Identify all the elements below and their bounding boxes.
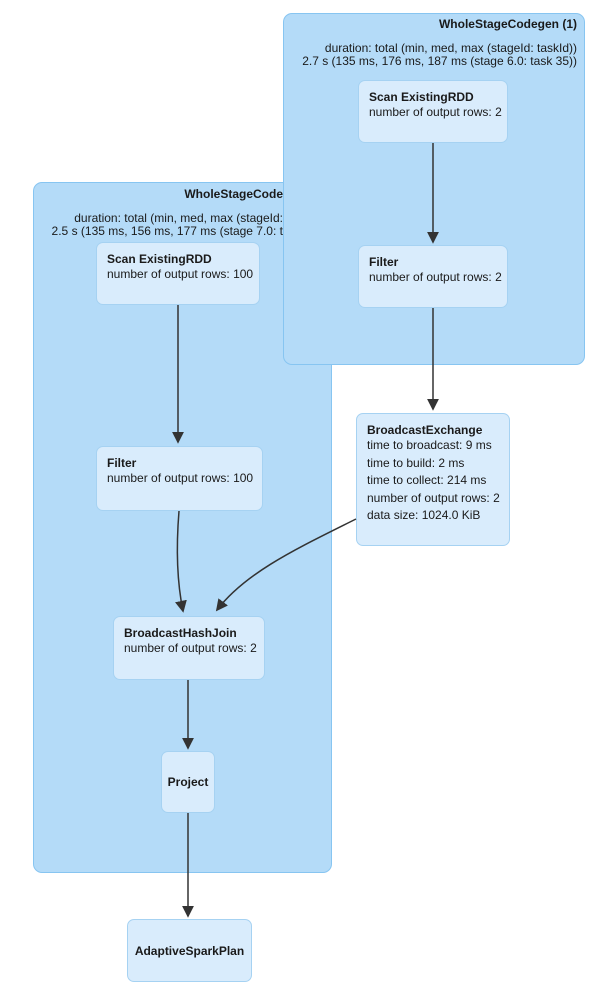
node-metric: time to collect: 214 ms xyxy=(367,473,487,487)
node-filter-2[interactable] xyxy=(96,446,263,511)
cluster-right-label xyxy=(293,17,577,68)
node-title: Filter xyxy=(369,255,399,269)
cluster-left-label xyxy=(33,187,283,238)
node-metric: number of output rows: 2 xyxy=(124,641,257,655)
node-metric: number of output rows: 2 xyxy=(367,490,500,505)
node-scan-existingrdd-2[interactable] xyxy=(96,242,260,305)
cluster-right-duration-line1: duration: total (min, med, max (stageId: taskId)) xyxy=(324,41,577,55)
node-filter-1[interactable] xyxy=(358,245,508,308)
node-title: AdaptiveSparkPlan xyxy=(134,943,245,958)
node-metric: number of output rows: 100 xyxy=(107,267,254,281)
node-title: Filter xyxy=(107,456,137,470)
node-title: BroadcastHashJoin xyxy=(124,626,237,640)
node-adaptive-spark-plan[interactable] xyxy=(127,919,252,982)
node-title: BroadcastExchange xyxy=(367,423,483,437)
node-title: Scan ExistingRDD xyxy=(107,252,212,266)
node-broadcast-exchange[interactable] xyxy=(356,413,510,546)
cluster-right-title: WholeStageCodegen (1) xyxy=(438,17,577,31)
cluster-left-duration-line1: duration: total (min, med, max (stageId: xyxy=(74,211,283,225)
node-scan-existingrdd-1[interactable] xyxy=(358,80,508,143)
node-title: Project xyxy=(167,775,209,789)
node-metric: data size: 1024.0 KiB xyxy=(367,508,481,522)
node-broadcast-hash-join[interactable] xyxy=(113,616,265,680)
cluster-left-title: WholeStageCode xyxy=(184,187,283,201)
node-title: Scan ExistingRDD xyxy=(369,90,474,104)
node-metric: time to broadcast: 9 ms xyxy=(367,438,492,452)
node-metric: time to build: 2 ms xyxy=(367,455,465,470)
node-metric: number of output rows: 2 xyxy=(369,105,502,119)
node-metric: number of output rows: 2 xyxy=(369,270,502,284)
cluster-right-duration-line2: 2.7 s (135 ms, 176 ms, 187 ms (stage 6.0: task 35)) xyxy=(302,54,577,68)
node-project[interactable] xyxy=(161,751,215,813)
cluster-left-duration-line2: 2.5 s (135 ms, 156 ms, 177 ms (stage 7.0: t xyxy=(51,224,283,238)
node-metric: number of output rows: 100 xyxy=(107,471,254,485)
